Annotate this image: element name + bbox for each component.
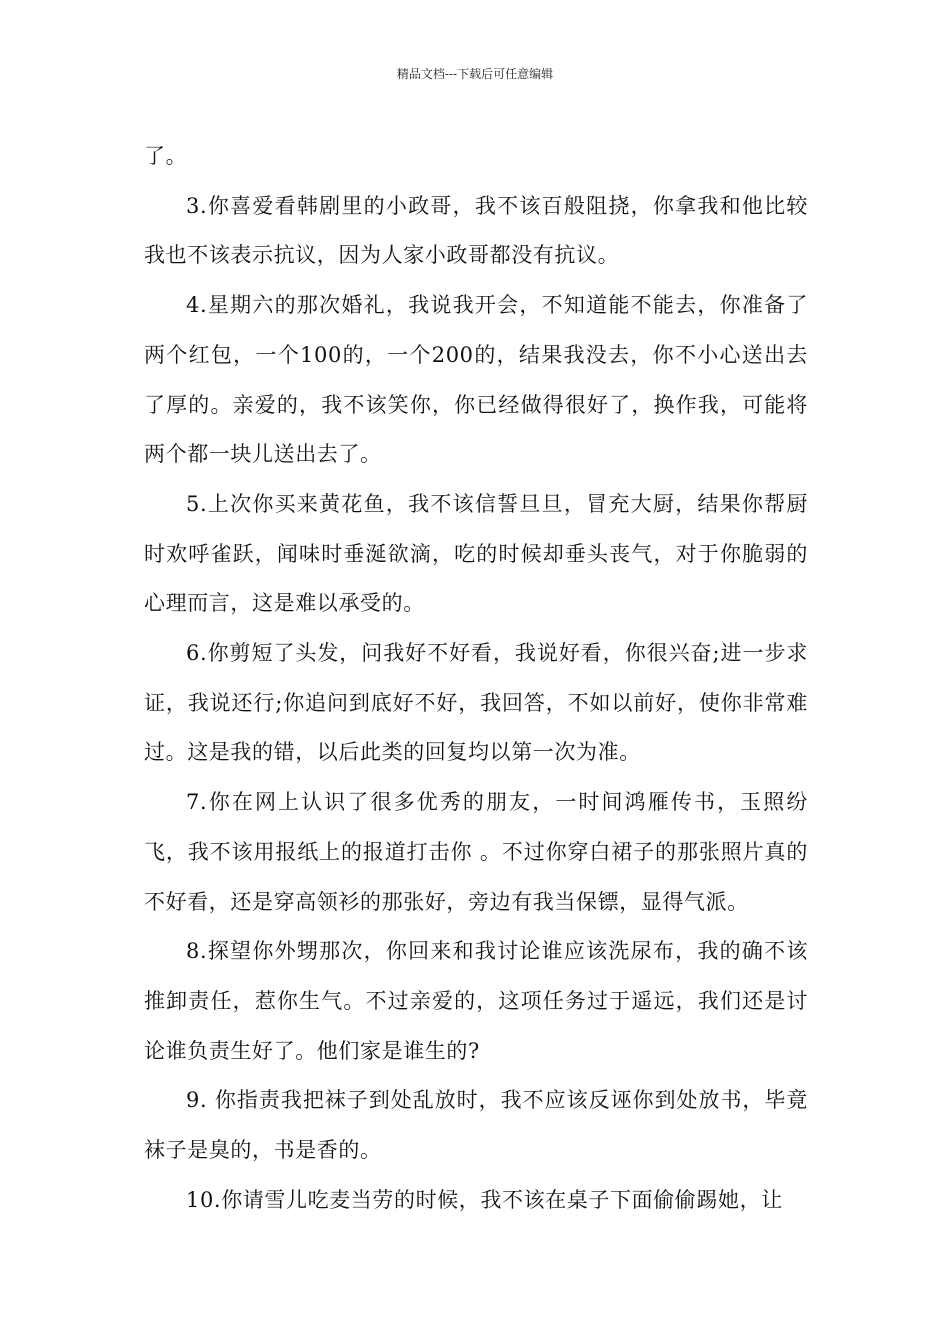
paragraph-item-4: 4.星期六的那次婚礼，我说我开会，不知道能不能去，你准备了两个红包，一个100的，一个200的，结果我没去，你不小心送出去了厚的。亲爱的，我不该笑你，你已经做得很好了，换作我，可能将两个都一块儿送出去了。	[144, 293, 808, 467]
document-body	[144, 132, 808, 1225]
paragraph-item-5: 5.上次你买来黄花鱼，我不该信誓旦旦，冒充大厨，结果你帮厨时欢呼雀跃，闻味时垂涎欲滴，吃的时候却垂头丧气，对于你脆弱的心理而言，这是难以承受的。	[144, 491, 808, 616]
paragraph-continuation: 了。	[144, 144, 188, 168]
paragraph-item-10: 10.你请雪儿吃麦当劳的时候，我不该在桌子下面偷偷踢她，让	[186, 1187, 783, 1212]
paragraph-item-3: 3.你喜爱看韩剧里的小政哥，我不该百般阻挠，你拿我和他比较我也不该表示抗议，因为人家小政哥都没有抗议。	[144, 193, 808, 268]
paragraph-item-7: 7.你在网上认识了很多优秀的朋友，一时间鸿雁传书，玉照纷飞，我不该用报纸上的报道打击你 。不过你穿白裙子的那张照片真的不好看，还是穿高领衫的那张好，旁边有我当保镖，显得气派。	[144, 790, 808, 914]
paragraph-item-8: 8.探望你外甥那次，你回来和我讨论谁应该洗尿布，我的确不该推卸责任，惹你生气。不过亲爱的，这项任务过于遥远，我们还是讨论谁负责生好了。他们家是谁生的?	[144, 939, 808, 1063]
page-header: 精品文档---下载后可任意编辑	[396, 67, 554, 81]
paragraph-item-6: 6.你剪短了头发，问我好不好看，我说好看，你很兴奋;进一步求证，我说还行;你追问到底好不好，我回答，不如以前好，使你非常难过。这是我的错，以后此类的回复均以第一次为准。	[144, 641, 808, 765]
paragraph-item-9: 9. 你指责我把袜子到处乱放时，我不应该反诬你到处放书，毕竟袜子是臭的，书是香的。	[144, 1088, 808, 1163]
